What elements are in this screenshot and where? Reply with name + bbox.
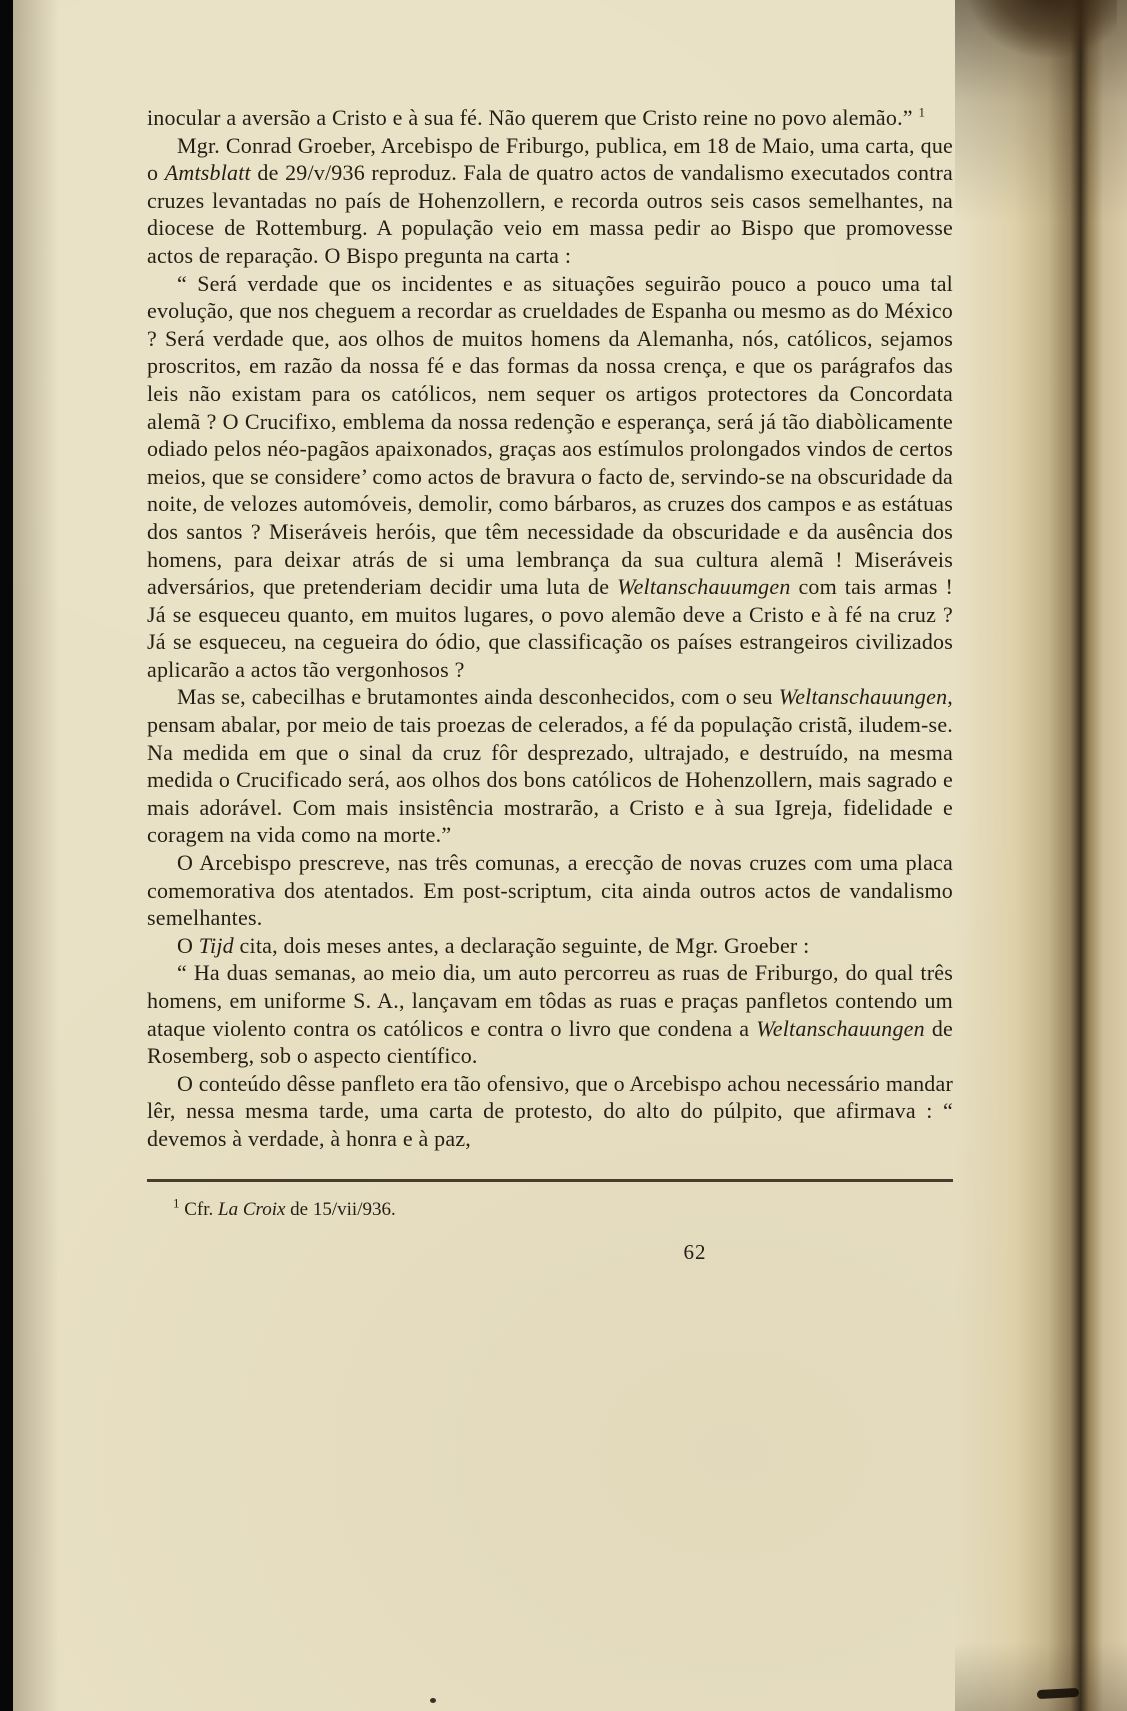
fore-edge-shadow bbox=[955, 0, 1127, 1711]
footnote-marker: 1 bbox=[173, 1195, 180, 1211]
italic-run: La Croix bbox=[218, 1198, 286, 1220]
text-run: de 29/v/936 reproduz. Fala de quatro actos de vandalismo executados contra cruzes levantadas no país de Hohenzollern, e recorda outros seis casos semelhantes, na diocese de Rottemburg. A população veio em massa pedir ao Bispo que promovesse actos de reparação. O Bispo pregunta na carta : bbox=[147, 160, 953, 268]
text-run: inocular a aversão a Cristo e à sua fé. Não querem que Cristo reine no povo alemão.” bbox=[147, 105, 919, 130]
text-run: Mas se, cabecilhas e brutamontes ainda desconhecidos, com o seu bbox=[177, 684, 779, 710]
paragraph bbox=[147, 849, 953, 932]
text-run: O bbox=[177, 932, 199, 958]
footnote-marker: 1 bbox=[918, 104, 926, 120]
footnote-rule bbox=[147, 1179, 953, 1182]
text-run: O Arcebispo prescreve, nas três comunas, a erecção de novas cruzes com uma placa comemorativa dos atentados. Em post-scriptum, cita ainda outros actos de vandalismo semelhantes. bbox=[147, 850, 953, 931]
paragraph bbox=[147, 683, 953, 849]
paragraph bbox=[147, 1070, 953, 1153]
page-fore-edge bbox=[955, 0, 1127, 1711]
text-run: Cfr. bbox=[179, 1198, 219, 1220]
footnote-text bbox=[147, 1195, 953, 1222]
paragraph bbox=[147, 932, 953, 960]
text-run: , pensam abalar, por meio de tais proezas de celerados, a fé da população cristã, iludem-se. Na medida em que o sinal da cruz fôr desprezado, ultrajado, e destruído, na mesma medida o Crucificado será, aos olhos dos bons católicos de Hohenzollern, mais sagrado e mais adorável. Com mais insistência mostrarão, a Cristo e à sua Igreja, fidelidade e coragem na vida como na morte.” bbox=[147, 684, 953, 848]
binding-edge bbox=[0, 0, 13, 1711]
page-number: 62 bbox=[683, 1239, 707, 1264]
italic-run: Tijd bbox=[198, 932, 234, 958]
italic-run: Weltanschauumgen bbox=[617, 574, 791, 600]
dust-speck bbox=[430, 1698, 436, 1703]
corner-shadow bbox=[967, 0, 1117, 58]
binding-shadow bbox=[13, 0, 59, 1711]
text-run: cita, dois meses antes, a declaração seguinte, de Mgr. Groeber : bbox=[233, 932, 810, 958]
italic-run: Amtsblatt bbox=[164, 160, 251, 186]
italic-run: Weltanschauungen bbox=[778, 684, 948, 710]
paragraph bbox=[147, 132, 953, 270]
text-run: de 15/vii/936. bbox=[285, 1198, 396, 1220]
text-run: com tais armas ! Já se esqueceu quanto, em muitos lugares, o povo alemão deve a Cristo e à fé na cruz ? Já se esqueceu, na cegueira do ódio, que classificação os países estrangeiros civilizados aplicarão a actos tão vergonhosos ? bbox=[147, 574, 953, 682]
text-run: de Rosemberg, sob o aspecto científico. bbox=[147, 1015, 953, 1069]
paragraph bbox=[147, 959, 953, 1069]
text-run: Mgr. Conrad Groeber, Arcebispo de Friburgo, publica, em 18 de Maio, uma carta, que o bbox=[147, 132, 953, 186]
italic-run: Weltanschauungen bbox=[756, 1015, 925, 1041]
content-wrap bbox=[147, 104, 953, 1265]
footnote bbox=[147, 1179, 953, 1222]
text-column bbox=[147, 104, 953, 1153]
paragraph bbox=[147, 270, 953, 684]
text-run: O conteúdo dêsse panfleto era tão ofensivo, que o Arcebispo achou necessário mandar lêr, nessa mesma tarde, uma carta de protesto, do alto do púlpito, que afirmava : “ devemos à verdade, à honra e à paz, bbox=[147, 1070, 953, 1151]
paragraph bbox=[147, 104, 953, 132]
text-run: “ Ha duas semanas, ao meio dia, um auto percorreu as ruas de Friburgo, do qual três homens, em uniforme S. A., lançavam em tôdas as ruas e praças panfletos contendo um ataque violento contra os católicos e contra o livro que condena a bbox=[147, 960, 953, 1041]
text-run: “ Será verdade que os incidentes e as situações seguirão pouco a pouco uma tal evolução, que nos cheguem a recordar as crueldades de Espanha ou mesmo as do México ? Será verdade que, aos olhos de muitos homens da Alemanha, nós, católicos, sejamos proscritos, em razão da nossa fé e das formas da nossa crença, e que os parágrafos das leis não existam para os católicos, nem sequer os artigos protectores da Concordata alemã ? O Crucifixo, emblema da nossa redenção e esperança, será já tão diabòlicamente odiado pelos néo-pagãos apaixonados, graças aos estímulos prolongados vindos de certos meios, que se considere’ como actos de bravura o facto de, servindo-se na obscuridade da noite, de velozes automóveis, demolir, como bárbaros, as cruzes dos campos e as estátuas dos santos ? Miseráveis heróis, que têm necessidade da obscuridade e da ausência dos homens, para deixar atrás de si uma lembrança da sua cultura alemã ! Miseráveis adversários, que pretenderiam decidir uma luta de bbox=[147, 270, 953, 600]
